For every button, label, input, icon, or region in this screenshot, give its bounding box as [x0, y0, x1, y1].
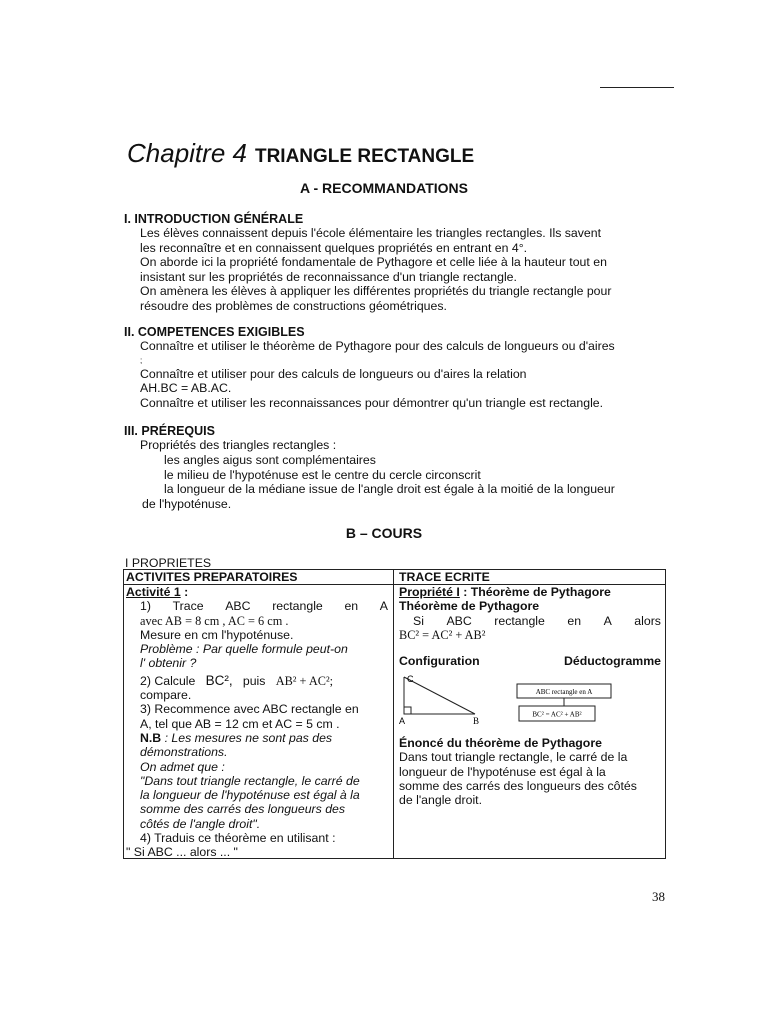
vertex-c-label: C: [407, 674, 414, 684]
intro-line: insistant sur les propriétés de reconnaissance d'un triangle rectangle.: [140, 269, 517, 284]
activity-line-5: l' obtenir ?: [140, 656, 197, 671]
prerequis-tail: de l'hypoténuse.: [142, 497, 232, 511]
prerequis-intro: Propriétés des triangles rectangles :: [140, 438, 337, 452]
competences-paragraph: [140, 339, 615, 410]
quote-line: "Dans tout triangle rectangle, le carré de: [140, 773, 360, 788]
deducto-conclusion-text: BC² = AC² + AB²: [532, 710, 582, 719]
intro-title: I. INTRODUCTION GÉNÉRALE: [124, 212, 304, 226]
deductogramme-label: Déductogramme: [563, 654, 661, 669]
intro-line: On amènera les élèves à appliquer les différentes propriétés du triangle rectangle pour: [140, 284, 612, 299]
activite-colon: :: [180, 585, 189, 599]
intro-line: Les élèves connaissent depuis l'école élémentaire les triangles rectangles. Ils savent: [140, 226, 602, 240]
config-row: [399, 654, 661, 668]
chapter-title: TRIANGLE RECTANGLE: [254, 146, 475, 167]
activity-line-2: avec AB = 8 cm , AC = 6 cm .: [140, 613, 289, 628]
competences-line: Connaître et utiliser pour des calculs de longueurs ou d'aires la relation: [140, 366, 527, 381]
competences-line: ;: [140, 355, 143, 365]
intro-line: les reconnaître et en connaissent quelques propriétés en entrant en 4°.: [140, 240, 528, 255]
enonce-line: somme des carrés des longueurs des côtés: [399, 778, 637, 793]
vertex-b-label: B: [473, 716, 480, 726]
header-trace: TRACE ECRITE: [399, 570, 490, 584]
chapter-label: Chapitre 4: [127, 138, 247, 168]
theorem-title: Théorème de Pythagore: [399, 599, 540, 614]
deducto-hypothesis-text: ABC rectangle en A: [535, 688, 593, 696]
activity-line-8: 3) Recommence avec ABC rectangle en: [140, 702, 359, 717]
prerequis-item: la longueur de la médiane issue de l'angle droit est égale à la moitié de la longueur: [164, 482, 615, 497]
activite-label: Activité 1: [126, 585, 181, 599]
prerequis-item: le milieu de l'hypoténuse est le centre du cercle circonscrit: [164, 467, 481, 482]
table-caption: I PROPRIETES: [125, 556, 212, 570]
activity-line-1: 1) Trace ABC rectangle en A: [140, 599, 388, 614]
properties-table: [123, 556, 666, 860]
enonce-block: [399, 736, 637, 807]
left-column: [126, 585, 388, 860]
section-a-heading: A - RECOMMANDATIONS: [300, 180, 468, 196]
pythagoras-figure: [399, 674, 663, 736]
competences-line: Connaître et utiliser les reconnaissances pour démontrer qu'un triangle est rectangle.: [140, 395, 604, 410]
quote-line: côtés de l'angle droit".: [140, 816, 261, 831]
activity-line-3: Mesure en cm l'hypoténuse.: [140, 627, 294, 642]
header-activities: ACTIVITES PREPARATOIRES: [126, 570, 298, 584]
prerequis-title: III. PRÉREQUIS: [124, 424, 215, 438]
theorem-statement: Si ABC rectangle en A alors: [413, 613, 661, 628]
section-b-heading: B – COURS: [345, 525, 423, 541]
configuration-label: Configuration: [399, 654, 480, 669]
activity-line-18: " Si ABC ... alors ... ": [126, 845, 238, 860]
prerequis-list: [164, 453, 615, 497]
activity-line-4: Problème : Par quelle formule peut-on: [140, 642, 348, 657]
vertex-a-label: A: [399, 716, 406, 726]
activity-line-9: A, tel que AB = 12 cm et AC = 5 cm .: [140, 716, 340, 731]
activity-line-11: démonstrations.: [140, 745, 228, 760]
activity-line-6: 2) Calcule BC², puis AB² + AC²;: [140, 672, 334, 688]
quote-line: la longueur de l'hypoténuse est égal à la: [140, 788, 360, 803]
enonce-line: de l'angle droit.: [399, 793, 483, 808]
intro-line: résoudre des problèmes de constructions géométriques.: [140, 298, 447, 313]
competences-line: AH.BC = AB.AC.: [140, 381, 232, 396]
enonce-line: longueur de l'hypoténuse est égal à la: [399, 764, 606, 779]
intro-paragraph: [140, 226, 611, 314]
activity-line-17: 4) Traduis ce théorème en utilisant :: [140, 831, 336, 846]
right-column: [399, 585, 661, 668]
table-column-divider: [393, 569, 394, 859]
intro-line: On aborde ici la propriété fondamentale de Pythagore et celle liée à la hauteur tout en: [140, 255, 607, 270]
nb-line: N.B : Les mesures ne sont pas des: [140, 730, 333, 745]
chapter-heading: [127, 138, 474, 169]
competences-title: II. COMPETENCES EXIGIBLES: [124, 325, 305, 339]
page-number: 38: [652, 889, 665, 904]
activity-line-12: On admet que :: [140, 759, 225, 774]
prerequis-item: les angles aigus sont complémentaires: [164, 453, 376, 467]
theorem-formula: BC² = AC² + AB²: [399, 627, 486, 642]
competences-line: Connaître et utiliser le théorème de Pythagore pour des calculs de longueurs ou d'aires: [140, 339, 615, 353]
activity-line-7: compare.: [140, 688, 192, 703]
right-triangle: [404, 677, 475, 714]
enonce-line: Dans tout triangle rectangle, le carré de la: [399, 750, 628, 765]
enonce-title: Énoncé du théorème de Pythagore: [399, 736, 602, 750]
quote-line: somme des carrés des longueurs des: [140, 802, 346, 817]
property-heading: Propriété I : Théorème de Pythagore: [399, 585, 611, 599]
top-rule: [600, 87, 674, 88]
